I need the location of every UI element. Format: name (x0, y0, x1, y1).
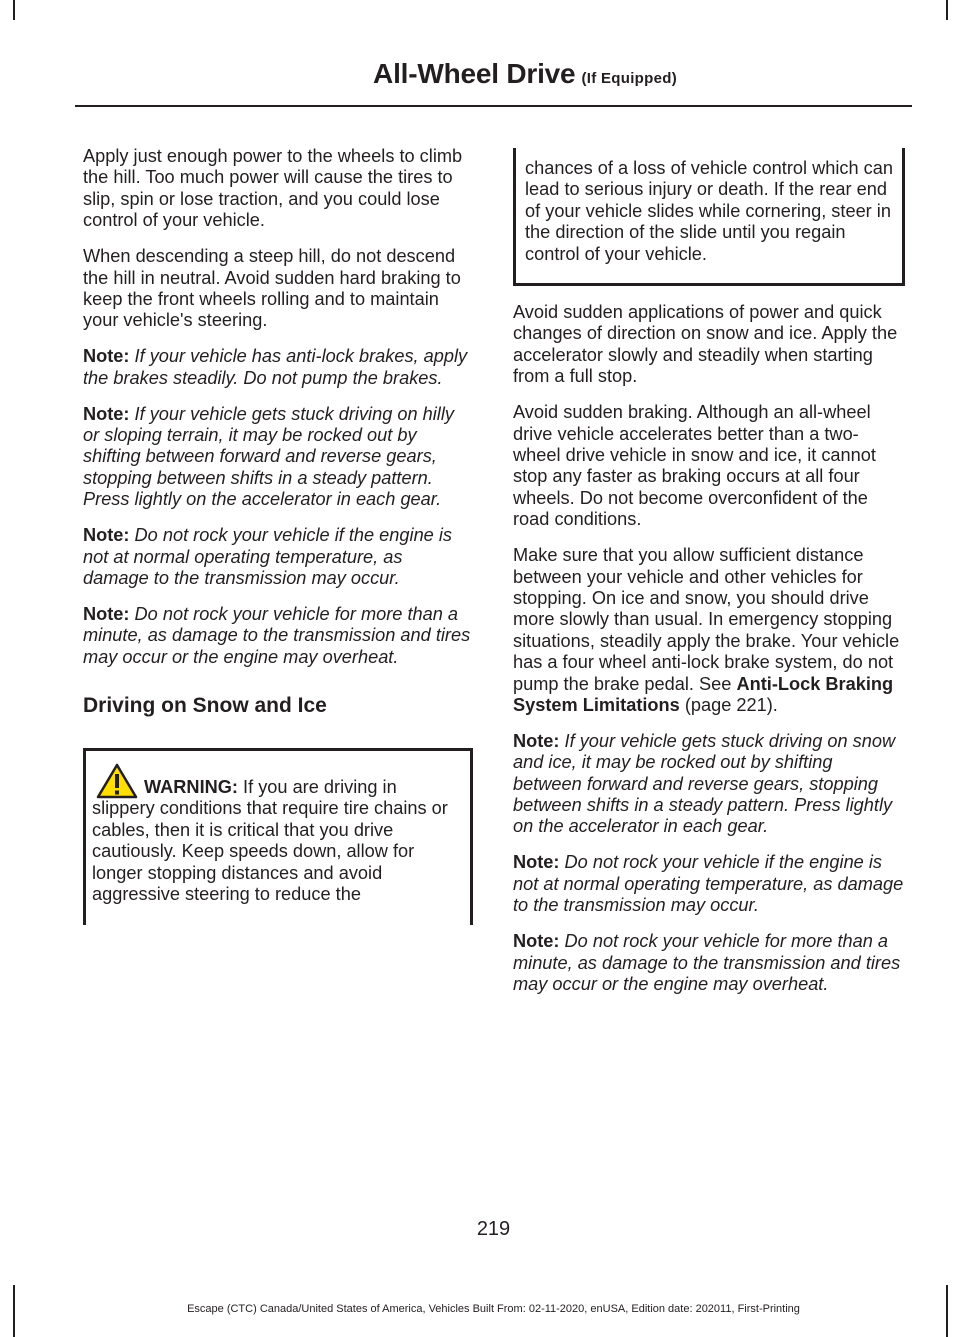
paragraph: Avoid sudden applications of power and quick changes of direction on snow and ice. Apply the accelerator slowly and steadily when starting from a full stop. (513, 302, 898, 387)
crop-mark-top-left (13, 0, 15, 20)
note (513, 731, 905, 838)
note-label: Note: (83, 525, 130, 546)
note (83, 404, 473, 511)
note-text: Do not rock your vehicle if the engine is not at normal operating temperature, as damage to the transmission may occur. (513, 852, 904, 916)
note-text: If your vehicle gets stuck driving on hilly or sloping terrain, it may be rocked out by shifting between forward and reverse gears, stopping between shifts in a steady pattern. Press lightly on the accelerator in each gear. (83, 403, 454, 510)
paragraph-abs (513, 545, 905, 716)
paragraph: Apply just enough power to the wheels to climb the hill. Too much power will cause the tires to slip, spin or lose traction, and you could lose control of your vehicle. (83, 146, 463, 231)
note-label: Note: (513, 852, 560, 873)
warning-triangle-icon (96, 763, 138, 799)
note (83, 525, 473, 589)
cross-reference-link[interactable]: Anti-Lock Braking System Limitations (513, 673, 894, 715)
page-number: 219 (476, 1218, 511, 1240)
note-text: If your vehicle gets stuck driving on snow and ice, it may be rocked out by shifting between forward and reverse gears, stopping between shifts in a steady pattern. Press lightly on the accelerator in each gear. (513, 730, 896, 837)
header-rule (75, 105, 912, 107)
note (513, 852, 905, 916)
note (83, 604, 473, 668)
note-label: Note: (83, 603, 130, 624)
note-label: Note: (83, 403, 130, 424)
warning-text: If you are driving in slippery conditions that require tire chains or cables, then it is critical that you drive cautiously. Keep speeds down, allow for longer stopping distances and avoid aggressive steering to reduce the (92, 777, 448, 905)
warning-box-continued: chances of a loss of vehicle control which can lead to serious injury or death. If the rear end of your vehicle slides while cornering, steer in the direction of the slide until you regain control of your vehicle. (513, 148, 905, 286)
right-column (513, 148, 905, 1010)
note-text: Do not rock your vehicle for more than a minute, as damage to the transmission and tires may occur or the engine may overheat. (83, 603, 471, 667)
chapter-title: All-Wheel Drive (373, 58, 576, 89)
note-label: Note: (83, 346, 130, 367)
left-column (83, 146, 473, 925)
section-heading: Driving on Snow and Ice (83, 694, 327, 718)
paragraph: When descending a steep hill, do not descend the hill in neutral. Avoid sudden hard braking to keep the front wheels rolling and to maintain your vehicle's steering. (83, 246, 461, 331)
abs-text: Make sure that you allow sufficient distance between your vehicle and other vehicles for stopping. On ice and snow, you should drive more slowly than usual. In emergency stopping situations, steadily apply the brake. Your vehicle has a four wheel anti-lock brake system, do not pump the brake pedal. See (513, 545, 900, 694)
note-label: Note: (513, 730, 560, 751)
note-text: Do not rock your vehicle for more than a minute, as damage to the transmission and tires may occur or the engine may overheat. (513, 931, 901, 994)
note (83, 346, 473, 389)
note-label: Note: (513, 931, 560, 952)
footer-text: Escape (CTC) Canada/United States of America, Vehicles Built From: 02-11-2020, enUSA, Edition date: 202011, First-Printing (187, 1303, 800, 1315)
warning-label: WARNING: (144, 777, 238, 798)
note-text: If your vehicle has anti-lock brakes, apply the brakes steadily. Do not pump the brakes. (83, 346, 468, 388)
warning-box (83, 748, 473, 925)
page-header-title (373, 58, 677, 90)
chapter-subtitle: (If Equipped) (581, 70, 677, 87)
note (513, 931, 905, 995)
paragraph: Avoid sudden braking. Although an all-wheel drive vehicle accelerates better than a two-wheel drive vehicle in snow and ice, it cannot stop any faster as braking occurs at all four wheels. Do not become overconfident of the road conditions. (513, 402, 876, 530)
note-text: Do not rock your vehicle if the engine is not at normal operating temperature, as damage to the transmission may occur. (83, 525, 452, 588)
page-reference: (page 221). (679, 694, 778, 715)
crop-mark-top-right (946, 0, 948, 20)
